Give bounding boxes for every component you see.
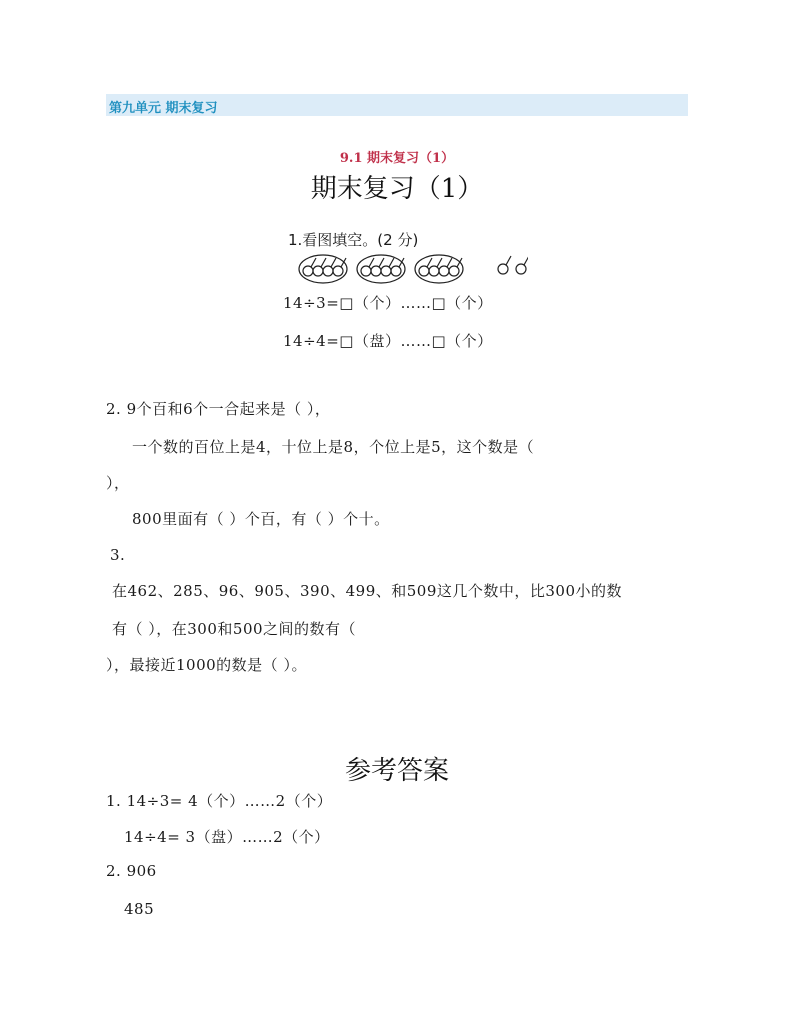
lesson-title: 期末复习（1） [310, 174, 484, 204]
question-3-number: 3. [110, 546, 126, 564]
answer-title: 参考答案 [344, 756, 449, 786]
unit-title: 第九单元 期末复习 [109, 101, 218, 116]
question-2-line-4: 800里面有（ ）个百，有（ ）个十。 [132, 510, 390, 528]
figure-loose-items [498, 256, 528, 274]
question-3-line-2: 有（ ），在300和500之间的数有（ [112, 620, 357, 638]
question-3-line-1: 在462、285、96、905、390、499、和509这几个数中，比300小的数 [112, 582, 623, 600]
lesson-subtitle: 9.1 期末复习（1） [339, 151, 455, 166]
question-2-line-3: ）， [106, 474, 130, 492]
question-3-line-3: ），最接近1000的数是（ ）。 [106, 656, 307, 674]
spoon-icon [498, 256, 511, 274]
question-2-line-1: 2. 9个百和6个一合起来是（ ）， [106, 400, 331, 418]
answer-line-4: 485 [124, 900, 155, 918]
answer-line-2: 14÷4= 3（盘）……2（个） [124, 828, 330, 846]
answer-line-3: 2. 906 [106, 862, 157, 880]
question-2-line-2: 一个数的百位上是4，十位上是8，个位上是5，这个数是（ [132, 438, 535, 456]
question-1-title: 1.看图填空。(2 分) [288, 231, 419, 249]
question-1-line-1: 14÷3=□（个）……□（个） [283, 294, 493, 312]
grouping-figure [298, 249, 528, 285]
figure-groups [299, 255, 463, 283]
question-1-line-2: 14÷4=□（盘）……□（个） [283, 332, 493, 350]
spoon-icon [516, 256, 528, 274]
answer-line-1: 1. 14÷3= 4（个）……2（个） [106, 792, 333, 810]
